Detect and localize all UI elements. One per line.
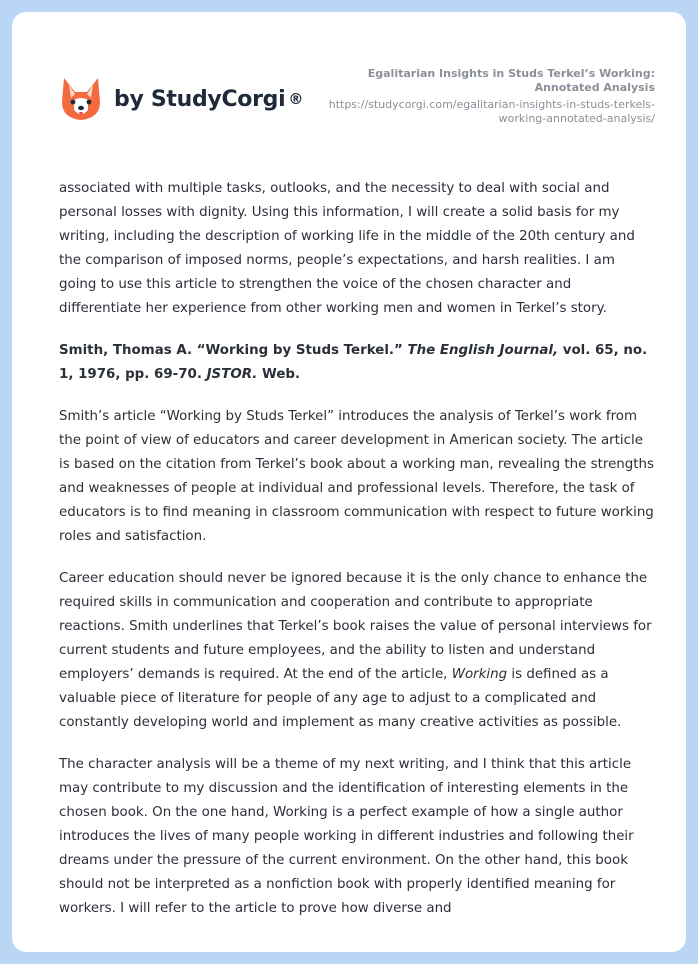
studycorgi-logo[interactable]	[60, 76, 303, 122]
paragraph-3-start: Career education should never be ignored because it is the only chance to enhance the required skills in communication and cooperation and contribute to appropriate reactions. Smith underlines that Terkel’s book raises the value of personal interviews for current students and future employees, and the ability to listen and understand employers’ demands is required. At the end of the article,	[59, 571, 652, 682]
document-title: Egalitarian Insights in Studs Terkel’s Working: Annotated Analysis	[367, 67, 655, 94]
document-url[interactable]: https://studycorgi.com/egalitarian-insights-in-studs-terkels-working-annotated-analysis/	[328, 98, 655, 125]
brand-name: by StudyCorgi	[114, 86, 286, 112]
paragraph-2: Smith’s article “Working by Studs Terkel” introduces the analysis of Terkel’s work from the point of view of educators and career development in American society. The article is based on the citation from Terkel’s book about a working man, revealing the strengths and weaknesses of people at individual and professional levels. Therefore, the task of educators is to find meaning in classroom communication with respect to future working roles and satisfaction.	[59, 409, 655, 544]
citation-journal: The English Journal,	[407, 343, 559, 358]
paragraph-3-end: is defined as a valuable piece of literature for people of any age to adjust to a complicated and constantly developing world and implement as many creative activities as possible.	[59, 667, 622, 730]
registered-mark: ®	[288, 90, 304, 108]
document-meta	[315, 67, 655, 126]
paragraph-1: associated with multiple tasks, outlooks, and the necessity to deal with social and personal losses with dignity. Using this information, I will create a solid basis for my writing, including the description of working life in the middle of the 20th century and the comparison of imposed norms, people’s expectations, and harsh realities. I am going to use this article to strengthen the voice of the chosen character and differentiate her experience from other working men and women in Terkel’s story.	[59, 181, 635, 316]
paragraph-4: The character analysis will be a theme of my next writing, and I think that this article may contribute to my discussion and the identification of interesting elements in the chosen book. On the one hand, Working is a perfect example of how a single author introduces the lives of many people working in different industries and following their dreams under the pressure of the current environment. On the other hand, this book should not be interpreted as a nonfiction book with properly identified meaning for workers. I will refer to the article to prove how diverse and	[59, 757, 634, 916]
citation-authors: Smith, Thomas A. “Working by Studs Terkel.”	[59, 343, 408, 358]
citation-details: vol. 65, no. 1, 1976, pp. 69-70.	[59, 343, 648, 382]
citation-database: JSTOR.	[206, 367, 258, 382]
citation	[59, 339, 655, 387]
document-body	[59, 177, 655, 939]
citation-medium: Web.	[257, 367, 301, 382]
page-header	[12, 12, 686, 152]
document-page	[12, 12, 686, 952]
paragraph-3	[59, 567, 655, 735]
corgi-icon	[60, 76, 102, 122]
book-title: Working	[451, 667, 508, 682]
